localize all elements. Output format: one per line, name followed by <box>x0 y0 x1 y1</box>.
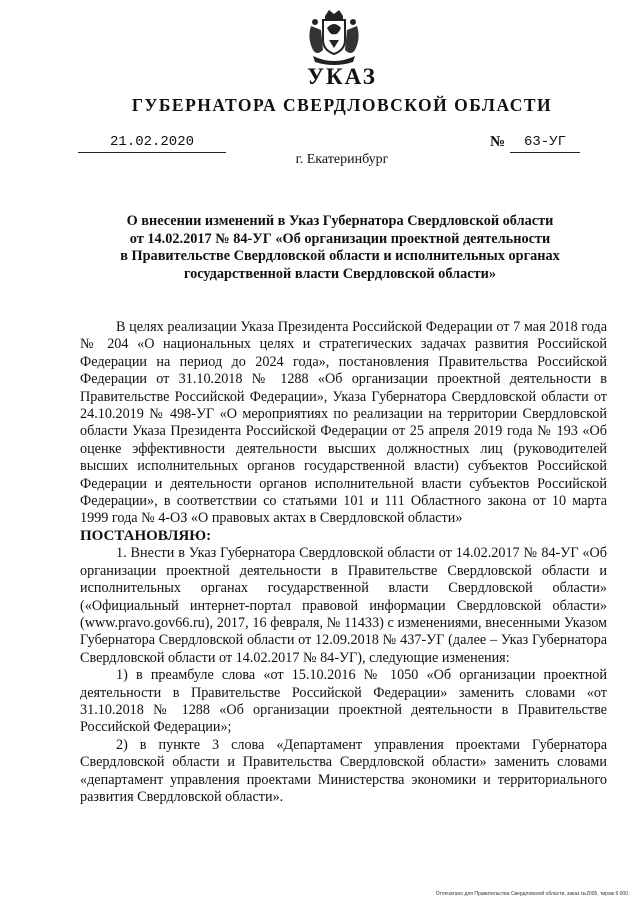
document-number: 63-УГ <box>510 132 580 153</box>
document-title-line: в Правительстве Свердловской области и исполнительных органах <box>120 248 560 264</box>
document-date: 21.02.2020 <box>78 132 226 153</box>
document-title-line: О внесении изменений в Указ Губернатора Свердловской области <box>126 213 554 229</box>
preamble-paragraph: В целях реализации Указа Президента Российской Федерации от 7 мая 2018 года № 204 «О национальных целях и стратегических задачах развития Российской Федерации на период до 2024 года», постановления Правительства Российской Федерации от 31.10.2018 № 1288 «Об организации проектной деятельности в Правительстве Российской Федерации», Указа Губернатора Свердловской области от 24.10.2019 № 498-УГ «О мероприятиях по реализации на территории Свердловской области Указа Президента Российской Федерации от 25 апреля 2019 года № 193 «Об оценке эффективности деятельности высших должностных лиц (руководителей высших исполнительных органов государственной власти) субъектов Российской Федерации и деятельности органов исполнительной власти субъектов Российской Федерации», в соответствии со статьями 101 и 111 Областного закона от 10 марта 1999 года № 4-ОЗ «О правовых актах в Свердловской области» <box>80 319 607 527</box>
document-body <box>80 319 607 806</box>
document-title-line: государственной власти Свердловской области» <box>183 265 497 282</box>
document-type-title: УКАЗ <box>307 64 377 89</box>
subitem-2-paragraph: 2) в пункте 3 слова «Департамент управления проектами Губернатора Свердловской области и Правительства Свердловской области» заменить словами «департамент управления проектами Министерства экономики и территориального развития Свердловской области». <box>80 736 607 805</box>
item-1-paragraph: 1. Внести в Указ Губернатора Свердловской области от 14.02.2017 № 84-УГ «Об организации проектной деятельности в Правительстве Свердловской области и исполнительных органах государственной власти Свердловской области» («Официальный интернет-портал правовой информации Свердловской области» (www.pravo.gov66.ru), 2017, 16 февраля, № 11433) с изменениями, внесенными Указом Губернатора Свердловской области от 12.09.2018 № 437-УГ (далее – Указ Губернатора Свердловской области от 14.02.2017 № 84-УГ), следующие изменения: <box>80 545 607 666</box>
print-footer: Отпечатано для Правительства Свердловской области, заказ №2005, тираж 6 000 <box>435 891 628 897</box>
subitem-1-paragraph: 1) в преамбуле слова «от 15.10.2016 № 1050 «Об организации проектной деятельности в Правительстве Российской Федерации» заменить словами «от 31.10.2018 № 1288 «Об организации проектной деятельности в Правительстве Российской Федерации»; <box>80 667 607 736</box>
document-title-line: от 14.02.2017 № 84-УГ «Об организации проектной деятельности <box>129 230 551 247</box>
issuer-title: ГУБЕРНАТОРА СВЕРДЛОВСКОЙ ОБЛАСТИ <box>131 95 553 115</box>
document-title <box>80 213 600 283</box>
issue-city: г. Екатеринбург <box>295 152 389 167</box>
decree-word: ПОСТАНОВЛЯЮ: <box>80 527 212 544</box>
number-sign: № <box>490 134 506 150</box>
coat-of-arms-icon <box>303 6 365 68</box>
